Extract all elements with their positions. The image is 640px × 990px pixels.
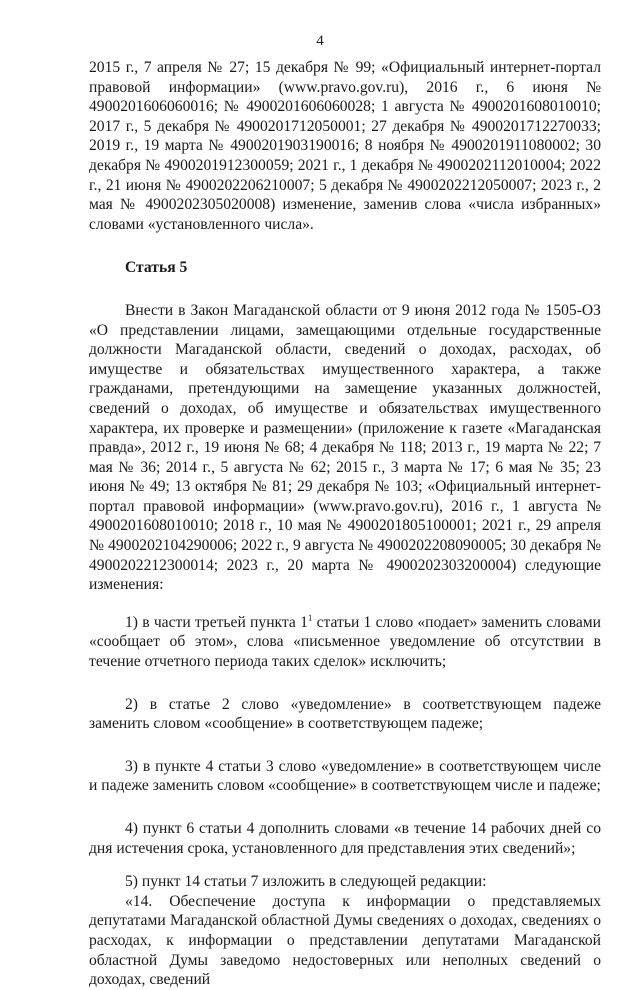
amendment-item-2: 2) в статье 2 слово «уведомление» в соответствующем падеже заменить словом «сообщение» в соответствующем падеже; — [89, 695, 601, 733]
amendment-item-4: 4) пункт 6 статьи 4 дополнить словами «в течение 14 рабочих дней со дня истечения срока, установленного для представления этих сведений»; — [89, 820, 601, 857]
amendment-item-5-quote: «14. Обеспечение доступа к информации о представляемых депутатами Магаданской областной Думы сведениях о доходах, сведениях о расходах, к информации о представлении депутатами Магаданской областной Думы заведомо недостоверных или неполных сведений о доходах, сведений — [89, 892, 601, 989]
amendment-item-3: 3) в пункте 4 статьи 3 слово «уведомление» в соответствующем числе и падеже заменить словом «сообщение» в соответствующем числе и падеже; — [89, 757, 601, 795]
amendment-item-1-start: 1) в части третьей пункта 1 — [125, 613, 308, 631]
article-main-paragraph: Внести в Закон Магаданской области от 9 июня 2012 года № 1505-ОЗ «О представлении лицами, замещающими отдельные государственные должности Магаданской области, сведений о доходах, расходах, об имуществе и обязательствах имущественного характера, а также гражданами, претендующими на замещение указанных должностей, сведений о доходах, об имуществе и обязательствах имущественного характера, их проверке и размещении» (приложение к газете «Магаданская правда», 2012 г., 19 июня № 68; 4 декабря № 118; 2013 г., 19 марта № 22; 7 мая № 36; 2014 г., 5 августа № 62; 2015 г., 3 марта № 17; 6 мая № 35; 23 июня № 49; 13 октября № 81; 29 декабря № 103; «Официальный интернет-портал правовой информации» (www.pravo.gov.ru), 2016 г., 1 августа № 4900201608010010; 2018 г., 10 мая № 4900201805100001; 2021 г., 29 апреля № 4900202104290006; 2022 г., 9 августа № 4900202208090005; 30 декабря № 4900202212300014; 2023 г., 20 марта № 4900202303200004) следующие изменения: — [89, 301, 601, 594]
amendment-item-1-rest: статьи 1 слово «подает» заменить словами «сообщает об этом», слова «письменное уведомление об отсутствии в течение отчетного периода таких сделок» исключить; — [89, 613, 601, 671]
article-heading: Статья 5 — [125, 259, 188, 277]
amendment-item-5: 5) пункт 14 статьи 7 изложить в следующей редакции: — [125, 873, 487, 891]
intro-paragraph: 2015 г., 7 апреля № 27; 15 декабря № 99; «Официальный интернет-портал правовой информации» (www.pravo.gov.ru), 2016 г., 6 июня № 4900201606060016; № 4900201606060028; 1 августа № 4900201608010010; 2017 г., 5 декабря № 4900201712050001; 27 декабря № 4900201712270033; 2019 г., 19 марта № 4900201903190016; 8 ноября № 4900201911080002; 30 декабря № 4900201912300059; 2021 г., 1 декабря № 4900202112010004; 2022 г., 21 июня № 4900202206210007; 5 декабря № 4900202212050007; 2023 г., 2 мая № 4900202305020008) изменение, заменив слова «числа избранных» словами «установленного числа». — [89, 59, 601, 233]
amendment-item-1-superscript: 1 — [307, 612, 313, 623]
page-number: 4 — [316, 33, 324, 49]
amendment-item-1 — [89, 613, 601, 672]
document-body — [89, 58, 601, 990]
